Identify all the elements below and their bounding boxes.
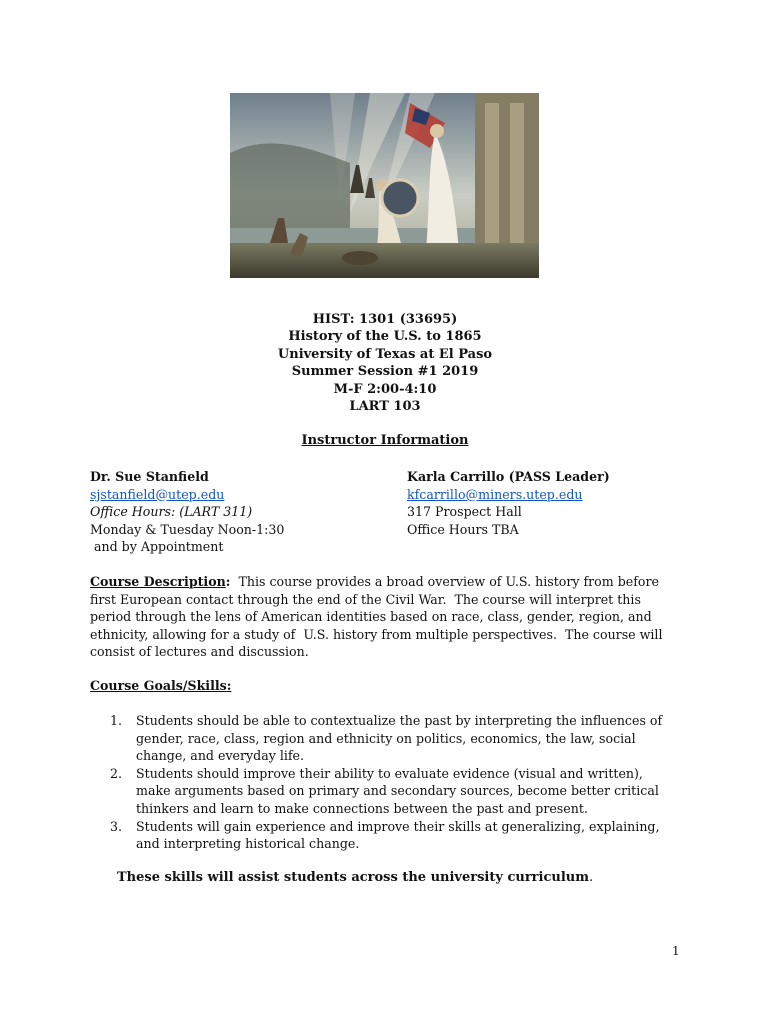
list-item-text: Students should improve their ability to evaluate evidence (visual and written), make arguments based on primary and secondary sources, become better critical thinkers and learn to make connections between the past and present. bbox=[136, 765, 659, 816]
page-number: 1 bbox=[672, 944, 680, 958]
list-item bbox=[110, 818, 680, 853]
list-item-text: Students will gain experience and improve their skills at generalizing, explaining, and interpreting historical change. bbox=[136, 818, 660, 852]
closing-statement bbox=[117, 870, 593, 885]
pass-leader-block bbox=[407, 468, 610, 538]
closing-period: . bbox=[588, 870, 594, 885]
list-item bbox=[110, 765, 680, 818]
university-name: University of Texas at El Paso bbox=[277, 346, 493, 362]
list-item-text: Students should be able to contextualize the past by interpreting the influences of gender, race, class, region and ethnicity on politics, economics, the law, social change, and everyday life. bbox=[136, 713, 663, 764]
course-header bbox=[0, 311, 770, 415]
schedule: M-F 2:00-4:10 bbox=[333, 381, 437, 397]
instructor-hours: Monday & Tuesday Noon-1:30 bbox=[90, 521, 285, 537]
course-description-colon: : bbox=[225, 574, 231, 589]
list-item-number: 1. bbox=[110, 713, 123, 728]
list-item-number: 2. bbox=[110, 765, 123, 781]
pass-leader-hours: Office Hours TBA bbox=[407, 521, 519, 537]
course-description-label: Course Description bbox=[90, 574, 226, 589]
instructor-info-heading: Instructor Information bbox=[301, 433, 469, 448]
allegorical-painting-image bbox=[230, 93, 539, 278]
instructor-office: Office Hours: (LART 311) bbox=[90, 504, 253, 520]
course-title: History of the U.S. to 1865 bbox=[288, 329, 482, 345]
course-code: HIST: 1301 (33695) bbox=[312, 312, 458, 327]
session: Summer Session #1 2019 bbox=[291, 364, 479, 380]
list-item-number: 3. bbox=[110, 818, 123, 834]
pass-leader-location: 317 Prospect Hall bbox=[407, 504, 522, 520]
course-goals-heading bbox=[90, 678, 231, 693]
instructor-hours-extra: and by Appointment bbox=[90, 539, 224, 555]
course-goals-list bbox=[110, 712, 680, 853]
course-goals-label: Course Goals/Skills bbox=[90, 678, 227, 693]
instructor-name: Dr. Sue Stanfield bbox=[90, 469, 209, 484]
pass-leader-email-link[interactable]: kfcarrillo@miners.utep.edu bbox=[407, 486, 583, 502]
pass-leader-name: Karla Carrillo (PASS Leader) bbox=[407, 469, 610, 484]
instructor-block bbox=[90, 468, 284, 556]
room: LART 103 bbox=[349, 399, 421, 415]
list-item bbox=[110, 712, 680, 765]
closing-text: These skills will assist students across the university curriculum bbox=[117, 870, 589, 885]
instructor-email-link[interactable]: sjstanfield@utep.edu bbox=[90, 486, 225, 502]
course-description-text: This course provides a broad overview of U.S. history from before first European contact through the end of the Civil War. The course will interpret this period through the lens of American identities based on race, class, gender, region, and ethnicity, allowing for a study of U.S. history from multiple perspectives. The course will consist of lectures and discussion. bbox=[90, 574, 667, 660]
course-goals-colon: : bbox=[226, 678, 232, 693]
course-description bbox=[90, 573, 680, 661]
